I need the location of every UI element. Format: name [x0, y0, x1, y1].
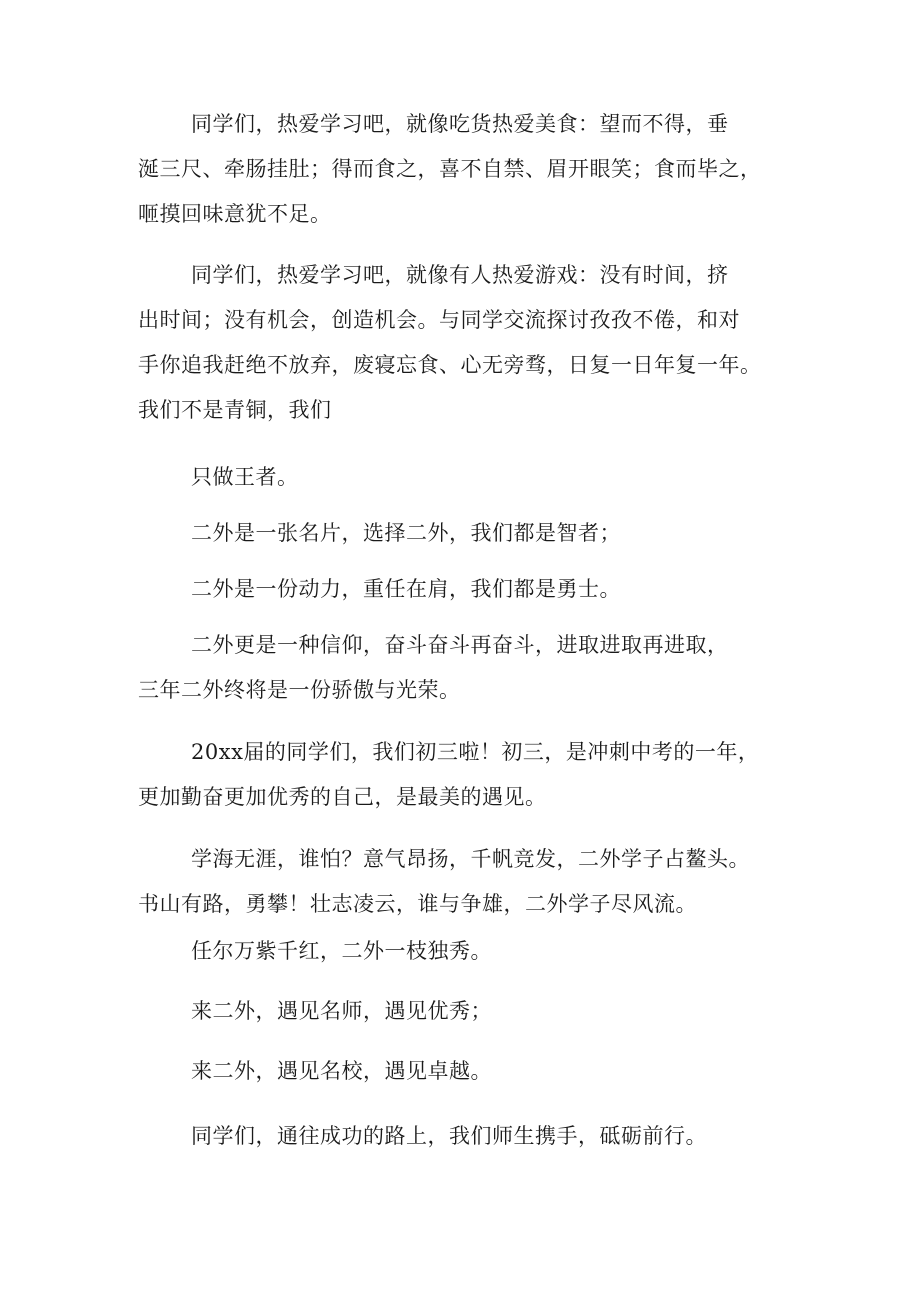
paragraph-10 [138, 989, 818, 1034]
paragraph-7 [138, 730, 818, 820]
paragraph-6 [138, 623, 818, 713]
text-line: 二外更是一种信仰，奋斗奋斗再奋斗，进取进取再进取， [191, 633, 729, 657]
text-line: 手你追我赶绝不放弃，废寝忘食、心无旁骛，日复一日年复一年。 [138, 353, 762, 377]
text-line: 20xx届的同学们，我们初三啦！初三，是冲刺中考的一年， [191, 740, 760, 764]
paragraph-4 [138, 511, 818, 556]
text-line: 来二外，遇见名校，遇见卓越。 [191, 1059, 492, 1083]
text-line: 任尔万紫千红，二外一枝独秀。 [191, 939, 492, 963]
paragraph-11 [138, 1049, 818, 1094]
paragraph-2 [138, 253, 818, 433]
text-line: 同学们，热爱学习吧，就像有人热爱游戏：没有时间，挤 [191, 263, 729, 287]
paragraph-8 [138, 837, 818, 927]
text-line: 学海无涯，谁怕？意气昂扬，千帆竞发，二外学子占鳌头。 [191, 847, 750, 871]
text-line: 我们不是青铜，我们 [138, 398, 332, 422]
text-line: 涎三尺、牵肠挂肚；得而食之，喜不自禁、眉开眼笑；食而毕之， [138, 157, 762, 181]
text-line: 同学们，通往成功的路上，我们师生携手，砥砺前行。 [191, 1124, 707, 1148]
text-line: 书山有路，勇攀！壮志凌云，谁与争雄，二外学子尽风流。 [138, 892, 697, 916]
text-line: 同学们，热爱学习吧，就像吃货热爱美食：望而不得，垂 [191, 112, 729, 136]
paragraph-5 [138, 567, 818, 612]
text-line: 二外是一张名片，选择二外，我们都是智者； [191, 521, 621, 545]
text-line: 更加勤奋更加优秀的自己，是最美的遇见。 [138, 785, 547, 809]
text-line: 三年二外终将是一份骄傲与光荣。 [138, 678, 461, 702]
paragraph-9 [138, 929, 818, 974]
text-line: 咂摸回味意犹不足。 [138, 202, 332, 226]
text-line: 只做王者。 [191, 465, 299, 489]
text-line: 二外是一份动力，重任在肩，我们都是勇士。 [191, 577, 621, 601]
paragraph-3 [138, 455, 818, 500]
paragraph-1 [138, 102, 818, 237]
paragraph-12 [138, 1114, 818, 1159]
text-line: 出时间；没有机会，创造机会。与同学交流探讨孜孜不倦，和对 [138, 308, 740, 332]
text-line: 来二外，遇见名师，遇见优秀； [191, 999, 492, 1023]
